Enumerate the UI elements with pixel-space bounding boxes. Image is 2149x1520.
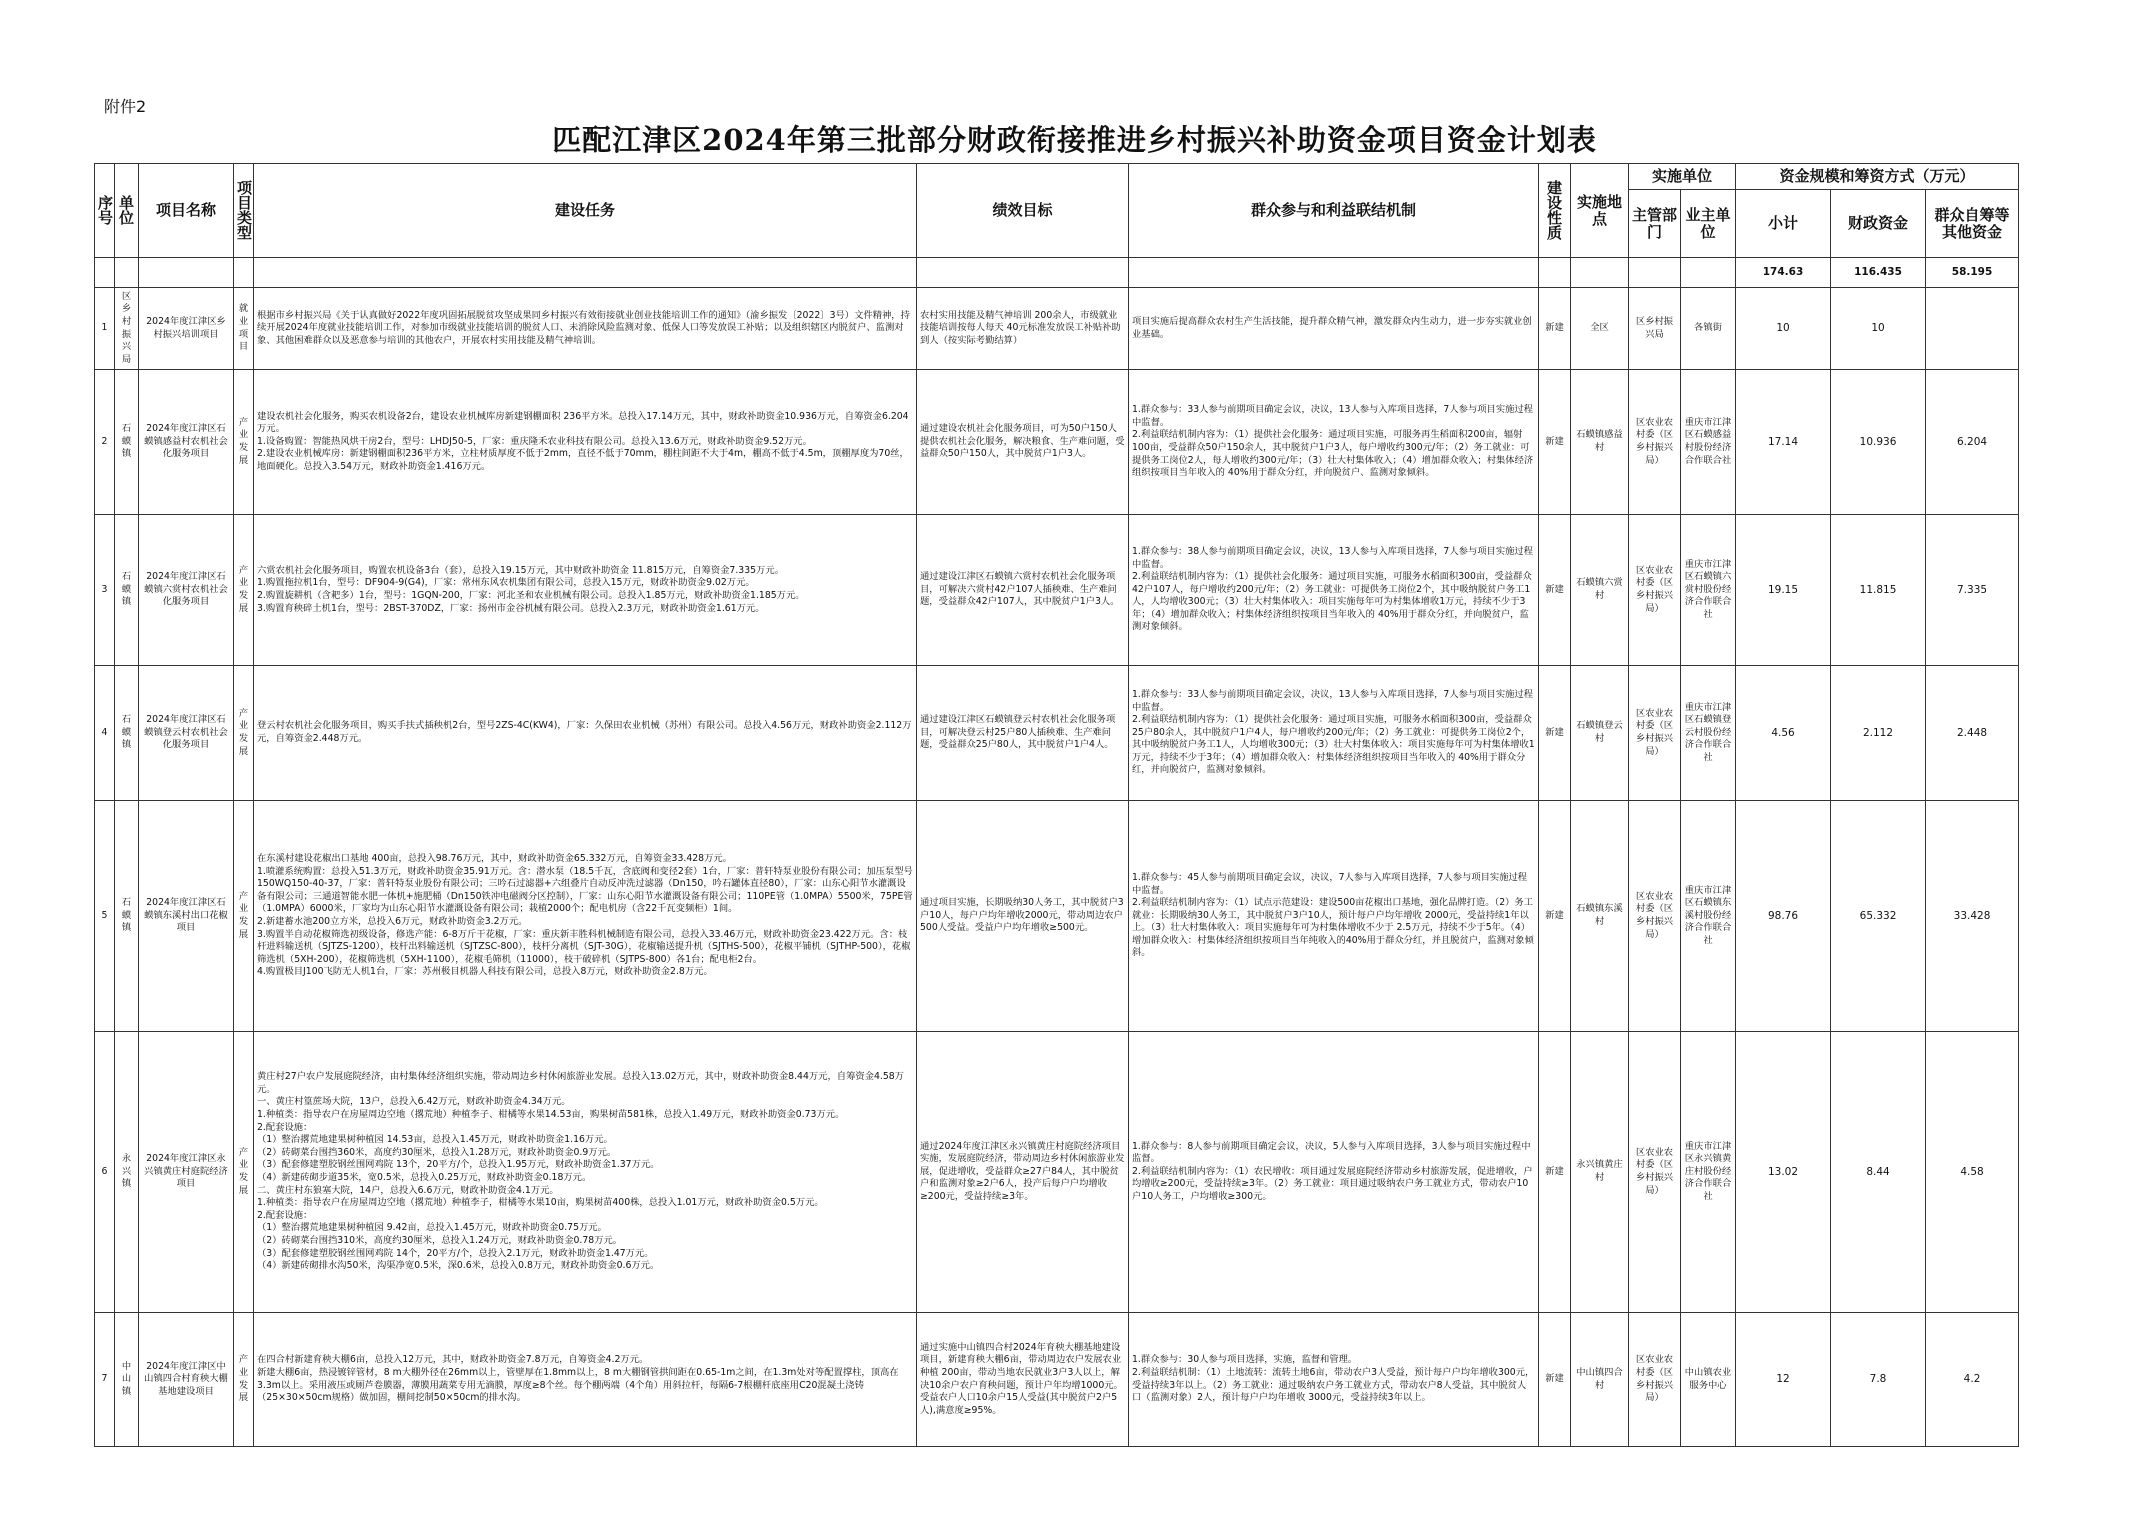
row-project-name: 2024年度江津区石蟆镇东溪村出口花椒项目 xyxy=(139,801,234,1032)
row-subtotal: 19.15 xyxy=(1736,515,1831,666)
row-project-name: 2024年度江津区中山镇四合村育秧大棚基地建设项目 xyxy=(139,1313,234,1447)
row-self-raised: 33.428 xyxy=(1926,801,2019,1032)
row-unit: 区乡村振兴局 xyxy=(115,288,139,370)
row-finance: 8.44 xyxy=(1831,1032,1926,1313)
row-project-type: 产业发展 xyxy=(234,801,254,1032)
row-seq: 2 xyxy=(95,370,115,515)
row-owner: 重庆市江津区石蟆镇登云村股份经济合作联合社 xyxy=(1681,666,1736,801)
row-nature: 新建 xyxy=(1539,801,1571,1032)
row-seq: 6 xyxy=(95,1032,115,1313)
totals-row xyxy=(95,258,2019,288)
row-project-type: 产业发展 xyxy=(234,1313,254,1447)
page-title: 匹配江津区2024年第三批部分财政衔接推进乡村振兴补助资金项目资金计划表 xyxy=(552,123,1597,157)
row-finance: 11.815 xyxy=(1831,515,1926,666)
row-project-name: 2024年度江津区永兴镇黄庄村庭院经济项目 xyxy=(139,1032,234,1313)
row-construction-task: 在东溪村建设花椒出口基地 400亩，总投入98.76万元，其中，财政补助资金65.332万元，自筹资金33.428万元。 1.喷灌系统购置：总投入51.3万元，财政补助资金35.91万元。含：潜水泵（18.5千瓦，含底阀和变径2套）1台，厂家：普轩特泵业股份有限公司；加压泵型号 150WQ150-40-37，厂家：普轩特泵业股份有限公司；三吟石过滤器+六组叠片自动反冲洗过滤器（Dn150，吟石罐体直径80），厂家：山东心阳节水灌溉设备有限公司；三通道智能水肥一体机+施肥桶（Dn150铁冲电磁阀分区控制），厂家：山东心阳节水灌溉设备有限公司；110PE管（1.0MPA）5500米，75PE管（1.0MPA）6000米，厂家均为山东心阳节水灌溉设备有限公司；栽植2000个；配电机房（含22千瓦变频柜）1间。 2.新建蓄水池200立方米，总投入6万元，财政补助资金3.2万元。 3.购置半自动花椒筛选初级设备，修选产能：6-8万斤干花椒，厂家：重庆新丰胜科机械制造有限公司，总投入33.46万元，财政补助资金23.422万元。含：枝杆进料输送机（SJTZS-1200），枝杆出料输送机（SJTZSC-800），枝杆分离机（SJT-30G），花椒输送提升机（SJTHS-500），花椒平铺机（SJTHP-500），花椒筛选机（5XH-200），花椒筛选机（5XH-1100），花椒毛筛机（11000），枝干破碎机（SJTPS-800）各1台；配电柜2台。 4.购置极目J100飞防无人机1台，厂家：苏州极目机器人科技有限公司，总投入8万元，财政补助资金2.8万元。 xyxy=(254,801,917,1032)
table-row xyxy=(95,1313,2019,1447)
row-nature: 新建 xyxy=(1539,370,1571,515)
row-performance-goal: 通过建设农机社会化服务项目，可为50户150人提供农机社会化服务，解决粮食、生产难问题，受益群众50户150人，其中脱贫户1户3人。 xyxy=(917,370,1129,515)
row-project-type: 就业项目 xyxy=(234,288,254,370)
row-finance: 2.112 xyxy=(1831,666,1926,801)
row-construction-task: 建设农机社会化服务，购买农机设备2台，建设农业机械库房新建钢棚面积 236平方米。总投入17.14万元，其中，财政补助资金10.936万元，自筹资金6.204万元。 1.设备购置：智能热风烘干房2台，型号：LHDJ50-5，厂家：重庆隆禾农业科技有限公司。总投入13.6万元，财政补助资金9.52万元。 2.建设农业机械库房：新建钢棚面积236平方米，立柱材质厚度不低于2mm，直径不低于70mm，棚柱间距不大于4m，棚高不低于4.5m，顶棚厚度为70丝，地面硬化。总投入3.54万元，财政补助资金1.416万元。 xyxy=(254,370,917,515)
row-nature: 新建 xyxy=(1539,1032,1571,1313)
row-self-raised: 6.204 xyxy=(1926,370,2019,515)
row-nature: 新建 xyxy=(1539,666,1571,801)
row-location: 全区 xyxy=(1571,288,1629,370)
row-performance-goal: 农村实用技能及精气神培训 200余人，市级就业技能培训按每人每天 40元标准发放误工补贴补助到人（按实际考勤结算） xyxy=(917,288,1129,370)
header-project-type: 项目类型 xyxy=(234,164,254,258)
row-unit: 中山镇 xyxy=(115,1313,139,1447)
row-benefit-mechanism: 1.群众参与：30人参与项目选择，实施，监督和管理。 2.利益联结机制：（1）土地流转：流转土地6亩，带动农户3人受益，预计每户户均年增收300元，受益持续3年以上。（2）务工就业：通过吸纳农户务工就业方式，带动农户8人受益，其中脱贫人口（监测对象）2人，预计每户户均年增收 3000元，受益持续3年以上。 xyxy=(1129,1313,1539,1447)
header-construction-task: 建设任务 xyxy=(254,164,917,258)
row-performance-goal: 通过项目实施，长期吸纳30人务工，其中脱贫户3户10人，每户户均年增收2000元，带动周边农户 500人受益。受益户户均年增收≥500元。 xyxy=(917,801,1129,1032)
row-location: 石蟆镇六赏村 xyxy=(1571,515,1629,666)
row-dept: 区农业农村委（区乡村振兴局） xyxy=(1629,666,1681,801)
row-project-type: 产业发展 xyxy=(234,370,254,515)
row-location: 石蟆镇登云村 xyxy=(1571,666,1629,801)
row-subtotal: 98.76 xyxy=(1736,801,1831,1032)
table-row xyxy=(95,666,2019,801)
row-seq: 4 xyxy=(95,666,115,801)
row-subtotal: 12 xyxy=(1736,1313,1831,1447)
row-owner: 重庆市江津区永兴镇黄庄村股份经济合作联合社 xyxy=(1681,1032,1736,1313)
row-subtotal: 17.14 xyxy=(1736,370,1831,515)
row-nature: 新建 xyxy=(1539,288,1571,370)
row-performance-goal: 通过建设江津区石蟆镇六赏村农机社会化服务项目，可解决六赏村42户107人插秧难、生产难问题，受益群众42户107人，其中脱贫户1户3人。 xyxy=(917,515,1129,666)
header-owner: 业主单位 xyxy=(1681,190,1736,258)
row-construction-task: 在四合村新建育秧大棚6亩，总投入12万元，其中，财政补助资金7.8万元，自筹资金4.2万元。 新建大棚6亩，热浸镀锌管材，8 m大棚外径在26mm以上，管壁厚在1.8mm以上，8 m大棚钢管拱间距在0.65-1m之间，在1.3m处对等配置撑柱，顶高在3.3m以上。采用液压或厕芦卷膜器，薄膜用蔬菜专用无滴膜，厚度≥8个丝。每个棚两端（4个角）用斜拉杆，每隔6-7根棚杆底座用C20混凝土浇铸（25×30×50cm规格）做加固，棚间挖制50×50cm的排水沟。 xyxy=(254,1313,917,1447)
row-nature: 新建 xyxy=(1539,1313,1571,1447)
row-dept: 区农业农村委（区乡村振兴局） xyxy=(1629,515,1681,666)
header-location: 实施地点 xyxy=(1571,164,1629,258)
row-dept: 区农业农村委（区乡村振兴局） xyxy=(1629,1032,1681,1313)
table-row xyxy=(95,801,2019,1032)
row-self-raised xyxy=(1926,288,2019,370)
row-finance: 10.936 xyxy=(1831,370,1926,515)
row-unit: 石蟆镇 xyxy=(115,515,139,666)
row-location: 石蟆镇感益村 xyxy=(1571,370,1629,515)
table-row xyxy=(95,1032,2019,1313)
row-location: 石蟆镇东溪村 xyxy=(1571,801,1629,1032)
table-row xyxy=(95,288,2019,370)
row-project-name: 2024年度江津区石蟆镇六赏村农机社会化服务项目 xyxy=(139,515,234,666)
header-fund-scale: 资金规模和筹资方式（万元） xyxy=(1736,164,2019,190)
row-benefit-mechanism: 1.群众参与：45人参与前期项目确定会议，决议，7人参与入库项目选择，7人参与项目实施过程中监督。 2.利益联结机制内容为：（1）试点示范建设：建设500亩花椒出口基地，强化品牌打造。（2）务工就业：长期吸纳30人务工，其中脱贫户3户10人，预计每户户均年增收 2000元，受益持续1年以上。（3）壮大村集体收入：项目实施每年可为村集体增收不少于 2.5万元，持续不少于5年。（4）增加群众收入：村集体经济组织按项目当年纯收入的40%用于群众分红，并且脱贫户，监测对象倾斜。 xyxy=(1129,801,1539,1032)
row-performance-goal: 通过2024年度江津区永兴镇黄庄村庭院经济项目实施，发展庭院经济，带动周边乡村休闲旅游业发展，促进增收，受益群众≥27户84人，其中脱贫户和监测对象≥2户6人，投产后每户户均增收≥200元，受益持续≥3年。 xyxy=(917,1032,1129,1313)
row-unit: 石蟆镇 xyxy=(115,801,139,1032)
row-seq: 3 xyxy=(95,515,115,666)
row-project-type: 产业发展 xyxy=(234,1032,254,1313)
row-benefit-mechanism: 1.群众参与：38人参与前期项目确定会议，决议，13人参与入库项目选择，7人参与项目实施过程中监督。 2.利益联结机制内容为：（1）提供社会化服务：通过项目实施，可服务水稻面积300亩，受益群众42户107人，每户增收约200元/年；（2）务工就业：可提供务工岗位2个，其中吸纳脱贫户务工1人，人均增收300元；（3）壮大村集体收入：项目实施每年可为村集体增收1万元，持续不少于3年；（4）增加群众收入；村集体经济组织按项目当年收入的 40%用于群众分红，并向脱贫户，监测对象倾斜。 xyxy=(1129,515,1539,666)
row-dept: 区农业农村委（区乡村振兴局） xyxy=(1629,801,1681,1032)
row-project-name: 2024年度江津区石蟆镇登云村农机社会化服务项目 xyxy=(139,666,234,801)
header-performance-goal: 绩效目标 xyxy=(917,164,1129,258)
row-subtotal: 4.56 xyxy=(1736,666,1831,801)
row-unit: 永兴镇 xyxy=(115,1032,139,1313)
total-subtotal: 174.63 xyxy=(1736,258,1831,288)
row-benefit-mechanism: 1.群众参与：33人参与前期项目确定会议，决议，13人参与入库项目选择，7人参与项目实施过程中监督。 2.利益联结机制内容为：（1）提供社会化服务：通过项目实施，可服务再生稻面积200亩，辐射100亩，受益群众50户150余人，其中脱贫户1户3人，每户增收约300元/年；（2）务工就业：可提供务工岗位2人，每人增收约300元/年；（3）壮大村集体收入；（4）增加群众收入；村集体经济组织按项目当年收入的 40%用于群众分红，并向脱贫户、监测对象倾斜。 xyxy=(1129,370,1539,515)
row-self-raised: 2.448 xyxy=(1926,666,2019,801)
row-seq: 7 xyxy=(95,1313,115,1447)
row-finance: 65.332 xyxy=(1831,801,1926,1032)
row-nature: 新建 xyxy=(1539,515,1571,666)
row-seq: 1 xyxy=(95,288,115,370)
row-construction-task: 六赏农机社会化服务项目，购置农机设备3台（套），总投入19.15万元，其中财政补助资金 11.815万元，自筹资金7.335万元。 1.购置拖拉机1台，型号：DF904-9(G4)，厂家：常州东风农机集团有限公司，总投入15万元，财政补助资金9.02万元。 2.购置旋耕机（含耙多）1台，型号：1GQN-200，厂家：河北圣和农业机械有限公司。总投入1.85万元，财政补助资金1.185万元。 3.购置育秧碎土机1台，型号：2BST-370DZ，厂家：扬州市金谷机械有限公司。总投入2.3万元，财政补助资金1.61万元。 xyxy=(254,515,917,666)
row-benefit-mechanism: 1.群众参与：8人参与前期项目确定会议，决议，5人参与入库项目选择，3人参与项目实施过程中监督。 2.利益联结机制内容为：（1）农民增收：项目通过发展庭院经济带动乡村旅游发展，促进增收，户均增收≥200元，受益持续≥3年。（2）务工就业：项目通过吸纳农户务工就业方式，带动农户10户10人务工，户均增收≥300元。 xyxy=(1129,1032,1539,1313)
row-finance: 7.8 xyxy=(1831,1313,1926,1447)
row-seq: 5 xyxy=(95,801,115,1032)
row-dept: 区农业农村委（区乡村振兴局） xyxy=(1629,1313,1681,1447)
row-construction-task: 黄庄村27户农户发展庭院经济，由村集体经济组织实施，带动周边乡村休闲旅游业发展。总投入13.02万元，其中，财政补助资金8.44万元，自筹资金4.58万元。 一、黄庄村篁蔗场大院，13户，总投入6.42万元，财政补助资金4.34万元。 1.种植类：指导农户在房屋周边空地（撂荒地）种植李子、柑橘等水果14.53亩，购果树苗581株，总投入1.49万元，财政补助资金0.73万元。 2.配套设施： （1）整治撂荒地建果树种植园 14.53亩，总投入1.45万元，财政补助资金1.16万元。 （2）砖砌菜台围挡360米，高度约30厘米，总投入1.28万元，财政补助资金0.9万元。 （3）配套修建塑胶钢丝围网鸡院 13个，20平方/个，总投入1.95万元，财政补助资金1.37万元。 （4）新建砖砌步道35米，宽0.5米，总投入0.25万元，财政补助资金0.18万元。 二、黄庄村东狼塞大院，14户，总投入6.6万元，财政补助资金4.1万元。 1.种植类：指导农户在房屋周边空地（撂荒地）种植李子，柑橘等水果10亩，购果树苗400株，总投入1.01万元，财政补助资金0.5万元。 2.配套设施： （1）整治撂荒地建果树种植园 9.42亩，总投入1.45万元，财政补助资金0.75万元。 （2）砖砌菜台围挡310米，高度约30厘米，总投入1.24万元，财政补助资金0.78万元。 （3）配套修建塑胶钢丝围网鸡院 14个，20平方/个，总投入2.1万元，财政补助资金1.47万元。 （4）新建砖砌排水沟50米，沟渠净宽0.5米，深0.6米，总投入0.8万元，财政补助资金0.6万元。 xyxy=(254,1032,917,1313)
row-owner: 各镇街 xyxy=(1681,288,1736,370)
header-project-name: 项目名称 xyxy=(139,164,234,258)
header-seq: 序号 xyxy=(95,164,115,258)
row-dept: 区农业农村委（区乡村振兴局） xyxy=(1629,370,1681,515)
header-self-raised: 群众自筹等其他资金 xyxy=(1926,190,2019,258)
row-owner: 重庆市江津区石蟆感益村股份经济合作联合社 xyxy=(1681,370,1736,515)
row-self-raised: 4.58 xyxy=(1926,1032,2019,1313)
row-owner: 重庆市江津区石蟆镇六赏村股份经济合作联合社 xyxy=(1681,515,1736,666)
row-location: 永兴镇黄庄村 xyxy=(1571,1032,1629,1313)
header-benefit-mechanism: 群众参与和利益联结机制 xyxy=(1129,164,1539,258)
row-unit: 石蟆镇 xyxy=(115,666,139,801)
header-implementing-unit: 实施单位 xyxy=(1629,164,1736,190)
row-construction-task: 登云村农机社会化服务项目，购买手扶式插秧机2台，型号2ZS-4C(KW4)，厂家：久保田农业机械（苏州）有限公司。总投入4.56万元，财政补助资金2.112万元，自筹资金2.448万元。 xyxy=(254,666,917,801)
table-row xyxy=(95,370,2019,515)
row-self-raised: 7.335 xyxy=(1926,515,2019,666)
row-project-type: 产业发展 xyxy=(234,515,254,666)
header-finance: 财政资金 xyxy=(1831,190,1926,258)
row-owner: 重庆市江津区石蟆镇东溪村股份经济合作联合社 xyxy=(1681,801,1736,1032)
row-unit: 石蟆镇 xyxy=(115,370,139,515)
total-finance: 116.435 xyxy=(1831,258,1926,288)
row-self-raised: 4.2 xyxy=(1926,1313,2019,1447)
row-project-name: 2024年度江津区石蟆镇感益村农机社会化服务项目 xyxy=(139,370,234,515)
row-owner: 中山镇农业服务中心 xyxy=(1681,1313,1736,1447)
attachment-label: 附件2 xyxy=(104,97,147,116)
header-dept: 主管部门 xyxy=(1629,190,1681,258)
header-nature: 建设性质 xyxy=(1539,164,1571,258)
row-subtotal: 10 xyxy=(1736,288,1831,370)
row-benefit-mechanism: 1.群众参与：33人参与前期项目确定会议，决议，13人参与入库项目选择，7人参与项目实施过程中监督。 2.利益联结机制内容为：（1）提供社会化服务：通过项目实施，可服务水稻面积300亩，受益群众25户80余人，其中脱贫户1户4人，每户增收约200元/年；（2）务工就业：可提供务工岗位2个，其中吸纳脱贫户务工1人，人均增收300元；（3）壮大村集体收入：项目实施每年可为村集体增收1万元，持续不少于3年；（4）增加群众收入：村集体经济组织按项目当年收入的 40%用于群众分红，并向脱贫户，监测对象倾斜。 xyxy=(1129,666,1539,801)
row-project-name: 2024年度江津区乡村振兴培训项目 xyxy=(139,288,234,370)
total-self: 58.195 xyxy=(1926,258,2019,288)
row-project-type: 产业发展 xyxy=(234,666,254,801)
table-row xyxy=(95,515,2019,666)
row-subtotal: 13.02 xyxy=(1736,1032,1831,1313)
row-dept: 区乡村振兴局 xyxy=(1629,288,1681,370)
fund-plan-table xyxy=(94,163,2019,1447)
row-performance-goal: 通过实施中山镇四合村2024年育秧大棚基地建设项目，新建育秧大棚6亩，带动周边农户发展农业种植 200亩，带动当地农民就业3户3人以上，解决10余户农户育秧问题，预计户年均增1000元。受益农户人口10余户15人受益(其中脱贫户2户5人),满意度≥95%。 xyxy=(917,1313,1129,1447)
row-construction-task: 根据市乡村振兴局《关于认真做好2022年度巩固拓展脱贫攻坚成果同乡村振兴有效衔接就业创业技能培训工作的通知》（渝乡振发〔2022〕3号）文件精神，持续开展2024年度就业技能培训工作，对参加市级就业技能培训的脱贫人口、未消除风险监测对象、低保人口等发放误工补贴；以及组织辖区内脱贫户、监测对象、其他困难群众以及恶意参与培训的其他农户，开展农村实用技能及精气神培训。 xyxy=(254,288,917,370)
row-location: 中山镇四合村 xyxy=(1571,1313,1629,1447)
row-performance-goal: 通过建设江津区石蟆镇登云村农机社会化服务项目，可解决登云村25户80人插秧难、生产难问题，受益群众25户80人，其中脱贫户1户4人。 xyxy=(917,666,1129,801)
header-subtotal: 小计 xyxy=(1736,190,1831,258)
row-benefit-mechanism: 项目实施后提高群众农村生产生活技能，提升群众精气神，激发群众内生动力，进一步夯实就业创业基础。 xyxy=(1129,288,1539,370)
row-finance: 10 xyxy=(1831,288,1926,370)
header-unit: 单位 xyxy=(115,164,139,258)
